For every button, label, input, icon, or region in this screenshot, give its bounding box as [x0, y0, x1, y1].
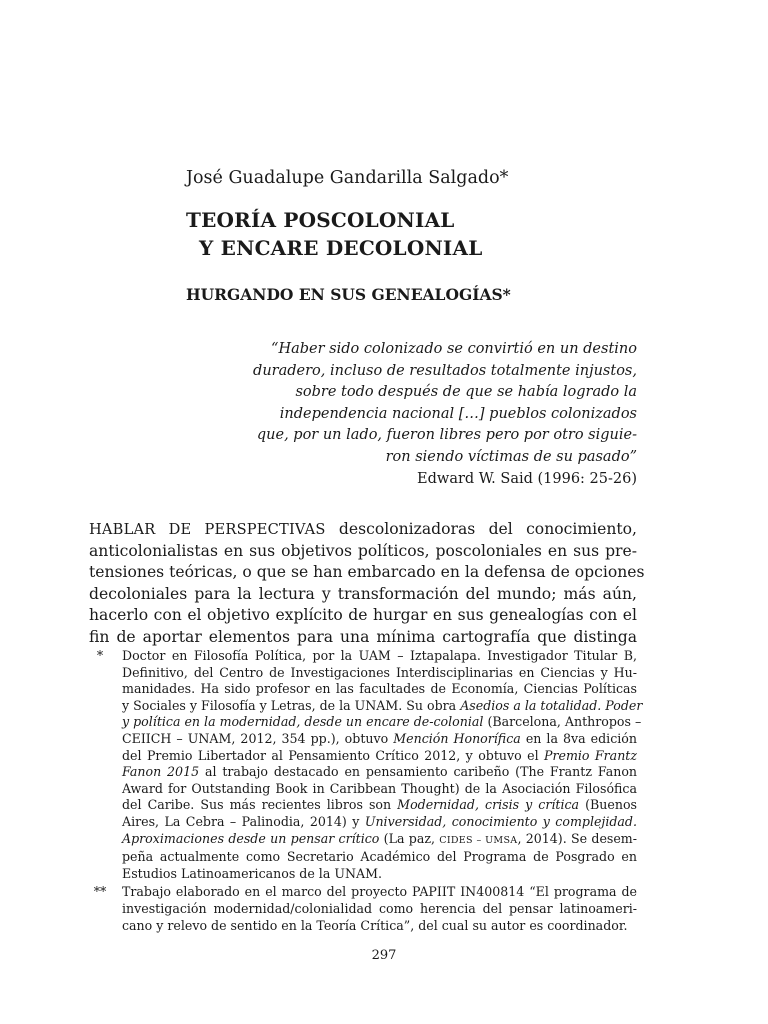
book-title: Asedios a la totalidad. Poder	[460, 697, 643, 713]
publisher-smallcaps: CIDES – UMSA	[439, 834, 518, 846]
book-title: Aproximaciones desde un pensar crítico	[122, 830, 380, 846]
award-name: Mención Honorífica	[393, 730, 521, 746]
epigraph-source: Edward W. Said (1996: 25-26)	[417, 470, 637, 487]
footnote-line: cano y relevo de sentido en la Teoría Crítica”, del cual su autor es coordinador.	[122, 917, 628, 933]
footnote-text: (La paz,	[379, 830, 440, 846]
footnote-line	[122, 697, 643, 715]
footnote-line: Award for Outstanding Book in Caribbean Thought) de la Asociación Filosófica	[122, 780, 637, 796]
epigraph	[200, 339, 637, 490]
epigraph-line: que, por un lado, fueron libres pero por otro siguie-	[256, 427, 637, 444]
footnote-line	[122, 831, 637, 850]
footnote-marker: **	[93, 884, 107, 900]
footnote-text: (Buenos	[579, 797, 637, 813]
footnote-line	[122, 714, 642, 731]
footnote-text: Aires, La Cebra – Palinodia, 2014) y	[122, 813, 365, 829]
epigraph-line: sobre todo después de que se había logrado la	[295, 384, 637, 401]
body-line: anticolonialistas en sus objetivos políticos, poscoloniales en sus pre-	[89, 541, 637, 560]
epigraph-line: ron siendo víctimas de su pasado”	[385, 448, 637, 465]
author-name: José Guadalupe Gandarilla Salgado*	[186, 168, 509, 188]
body-line: fin de aportar elementos para una mínima cartografía que distinga	[89, 627, 637, 646]
award-name: Premio Frantz	[544, 747, 637, 763]
footnote-line: investigación modernidad/colonialidad como herencia del pensar latinoameri-	[122, 900, 637, 916]
footnote-text: y Sociales y Filosofía y Letras, de la UNAM. Su obra	[122, 697, 461, 713]
footnotes	[89, 648, 643, 934]
footnote-line: Estudios Latinoamericanos de la UNAM.	[122, 865, 382, 881]
footnote-text: del Caribe. Sus más recientes libros son	[122, 797, 398, 813]
footnote-text: CEIICH – UNAM, 2012, 354 pp.), obtuvo	[122, 730, 394, 746]
book-title: y política en la modernidad, desde un encare de-colonial	[122, 714, 484, 730]
footnote-line	[122, 731, 637, 748]
award-name: Fanon 2015	[122, 764, 200, 780]
body-line	[89, 519, 637, 541]
footnote-text: al trabajo destacado en pensamiento caribeño (The Frantz Fanon	[199, 764, 638, 780]
body-line: hacerlo con el objetivo explícito de hurgar en sus genealogías con el	[89, 606, 637, 624]
footnote-line: manidades. Ha sido profesor en las facultades de Economía, Ciencias Políticas	[122, 681, 637, 697]
title-line-1: TEORÍA POSCOLONIAL	[186, 208, 455, 232]
footnote-text: (Barcelona, Anthropos –	[483, 714, 642, 730]
footnote-line	[122, 764, 637, 781]
footnote-line	[122, 814, 637, 831]
footnote-line: Trabajo elaborado en el marco del proyecto PAPIIT IN400814 “El programa de	[122, 884, 637, 900]
footnote-line	[122, 797, 637, 814]
body-lead-words: HABLAR DE PERSPECTIVAS	[89, 521, 326, 538]
book-title: Modernidad, crisis y crítica	[397, 797, 580, 813]
footnote-line: peña actualmente como Secretario Académico del Programa de Posgrado en	[122, 849, 637, 865]
footnote-text: del Premio Libertador al Pensamiento Crítico 2012, y obtuvo el	[122, 747, 545, 763]
title-line-2: Y ENCARE DECOLONIAL	[199, 236, 483, 260]
footnote-line: Doctor en Filosofía Política, por la UAM – Iztapalapa. Investigador Titular B,	[122, 648, 637, 663]
article-title	[186, 206, 706, 262]
body-text	[89, 519, 645, 648]
page-number: 297	[371, 948, 397, 963]
footnote-marker: *	[96, 648, 104, 663]
body-line: tensiones teóricas, o que se han embarcado en la defensa de opciones	[89, 563, 645, 581]
body-line: decoloniales para la lectura y transformación del mundo; más aún,	[89, 584, 637, 603]
footnote-text: en la 8va edición	[520, 730, 637, 746]
epigraph-line: “Haber sido colonizado se convirtió en un destino	[271, 341, 637, 357]
footnote-project	[89, 884, 637, 934]
epigraph-line: independencia nacional […] pueblos colonizados	[279, 405, 637, 422]
article-subtitle: HURGANDO EN SUS GENEALOGÍAS*	[186, 285, 511, 304]
footnote-line	[122, 748, 637, 765]
footnote-line: Definitivo, del Centro de Investigaciones Interdisciplinarias en Ciencias y Hu-	[122, 664, 637, 680]
body-line-rest: descolonizadoras del conocimiento,	[325, 520, 637, 538]
book-title: Universidad, conocimiento y complejidad.	[364, 813, 637, 829]
epigraph-line: duradero, incluso de resultados totalmente injustos,	[253, 362, 637, 379]
footnote-author	[89, 648, 643, 882]
footnote-text: , 2014). Se desem-	[517, 830, 638, 846]
